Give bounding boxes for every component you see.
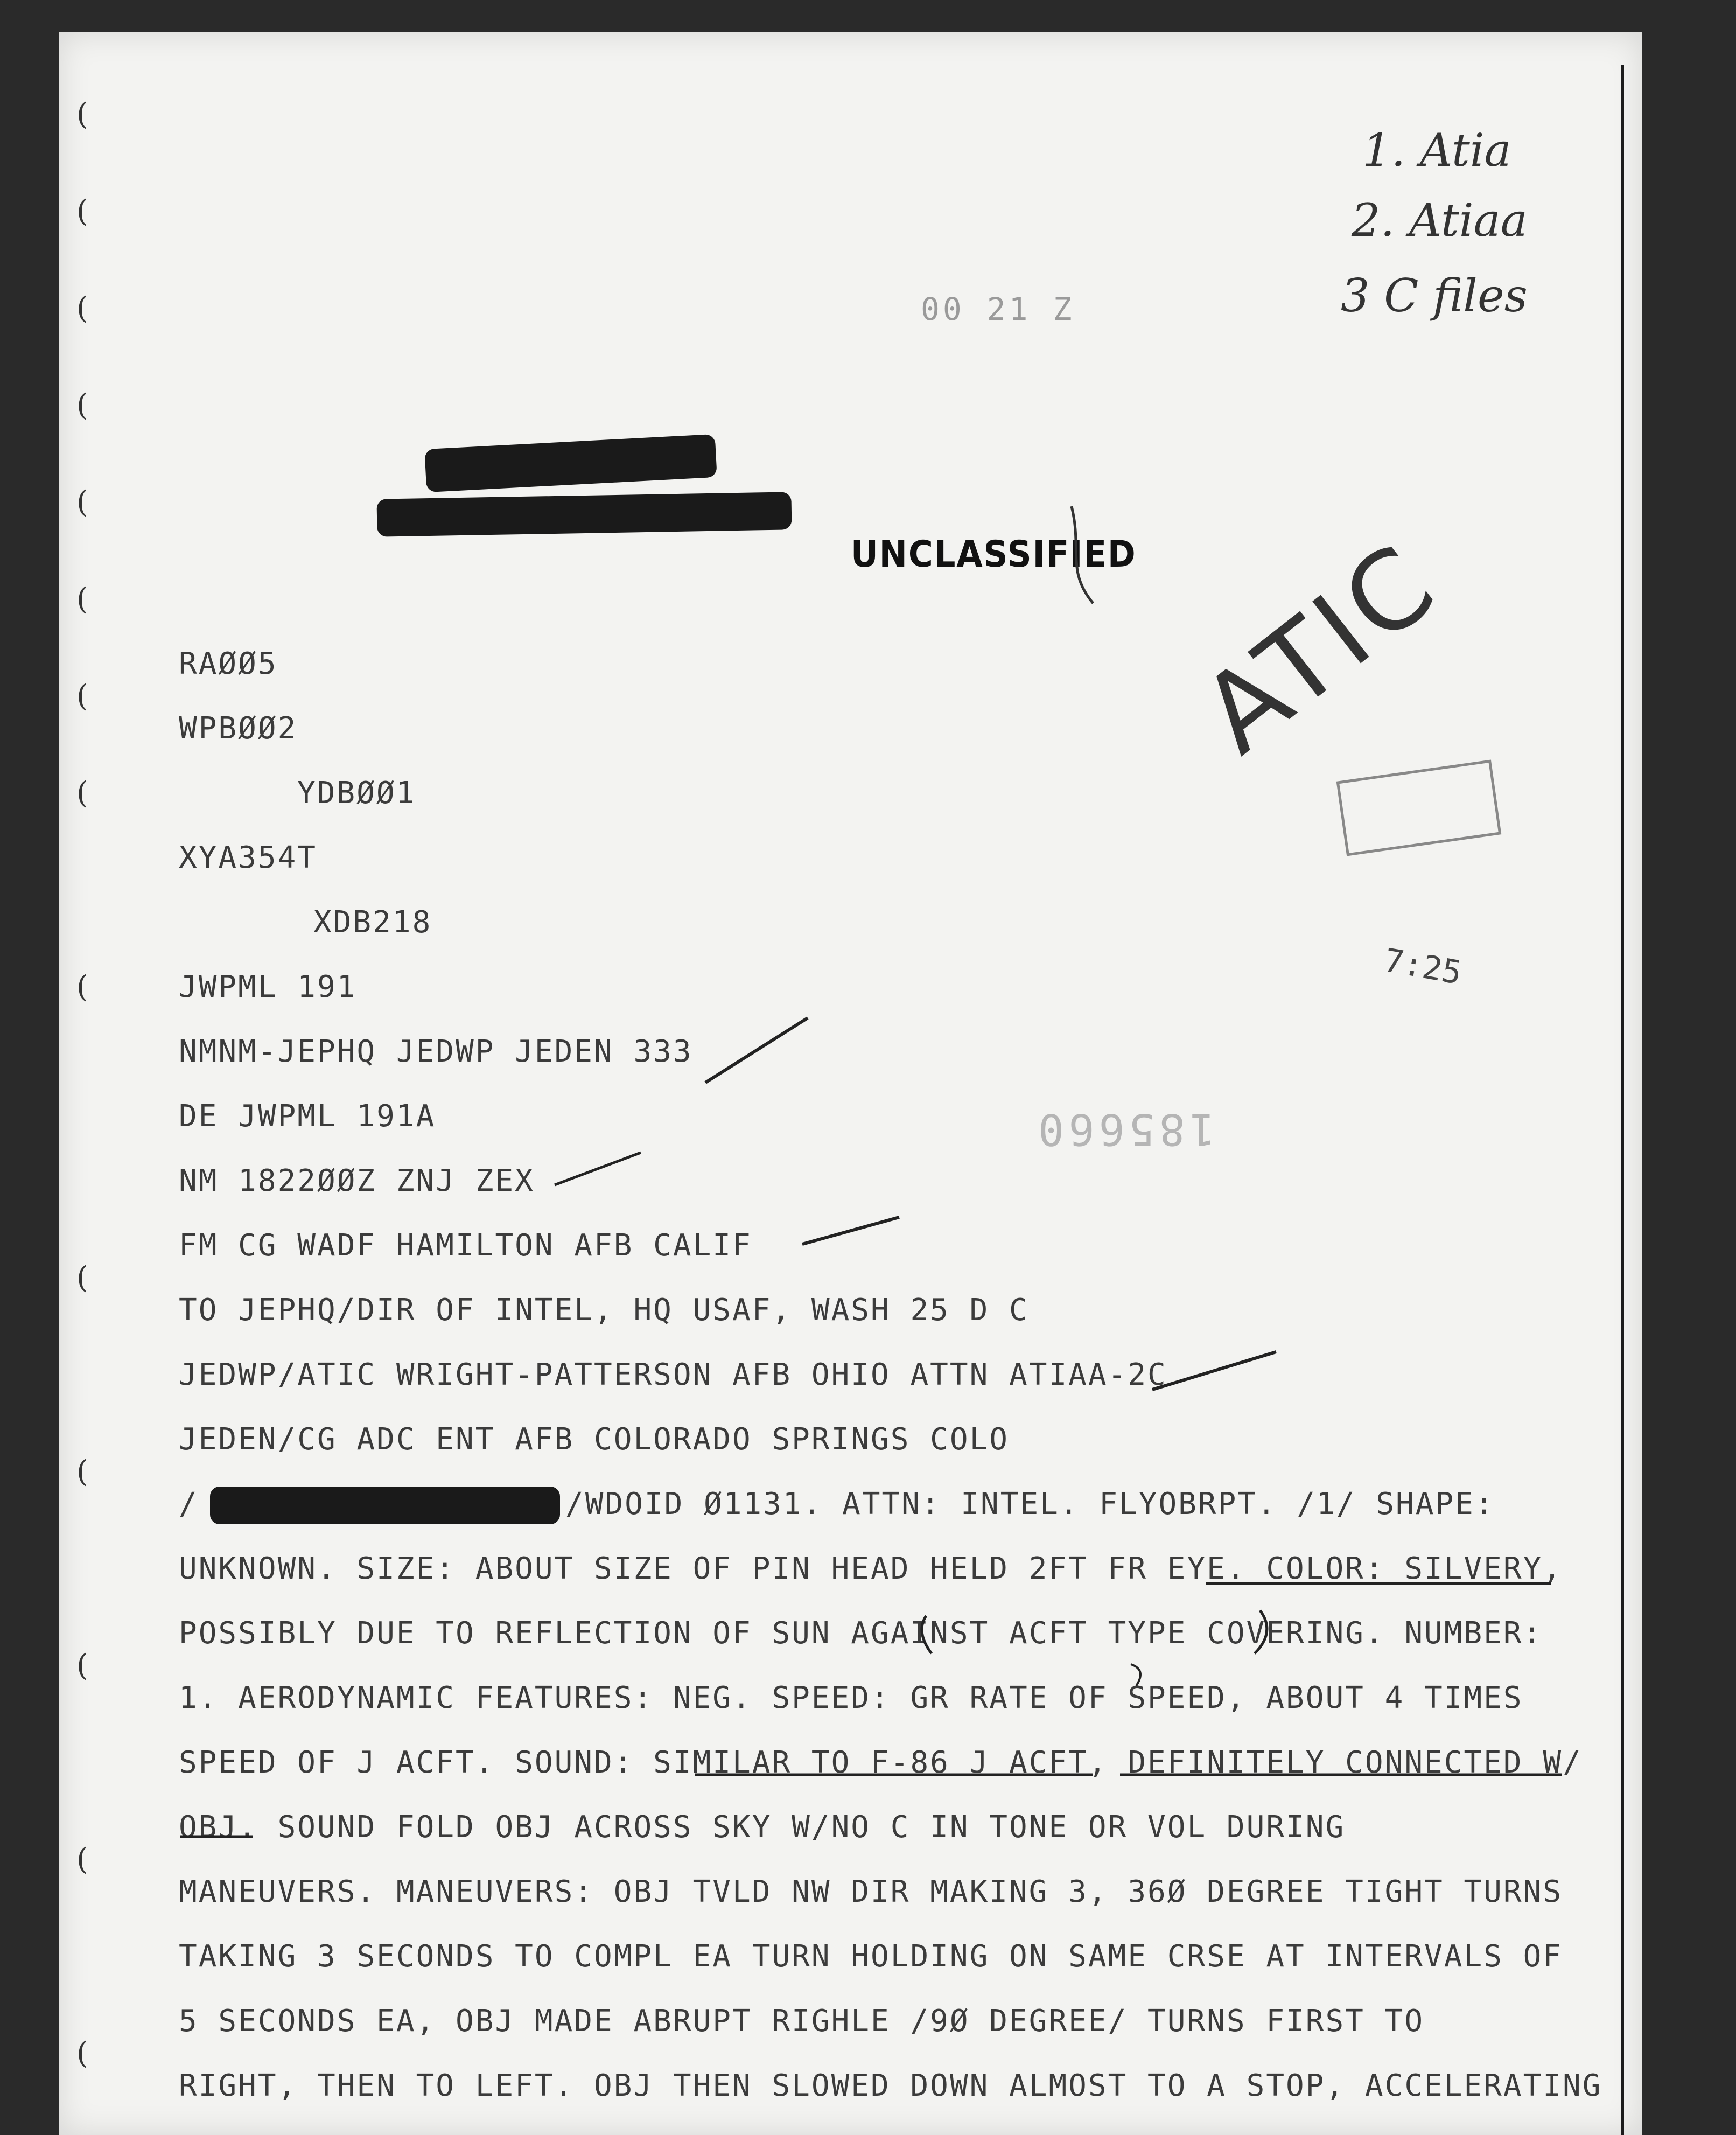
redaction-bar-bottom xyxy=(376,492,792,536)
body-line: / xyxy=(179,1487,199,1522)
routing-line: WPBØØ2 xyxy=(179,711,298,746)
scan-border xyxy=(1621,65,1624,2135)
body-line: UNKNOWN. SIZE: ABOUT SIZE OF PIN HEAD HELD 2FT FR EYE. COLOR: SILVERY, xyxy=(179,1551,1563,1586)
from-line: FM CG WADF HAMILTON AFB CALIF xyxy=(179,1228,752,1263)
to-line: TO JEPHQ/DIR OF INTEL, HQ USAF, WASH 25 D C xyxy=(179,1293,1029,1328)
body-line: POSSIBLY DUE TO REFLECTION OF SUN AGAINST ACFT TYPE COVERING. NUMBER: xyxy=(179,1616,1543,1651)
address-line: JEDEN/CG ADC ENT AFB COLORADO SPRINGS COLO xyxy=(179,1422,1010,1457)
body-line: 1. AERODYNAMIC FEATURES: NEG. SPEED: GR RATE OF SPEED, ABOUT 4 TIMES xyxy=(179,1680,1523,1715)
routing-line: NMNM-JEPHQ JEDWP JEDEN 333 xyxy=(179,1034,693,1069)
body-line: RIGHT, THEN TO LEFT. OBJ THEN SLOWED DOWN ALMOST TO A STOP, ACCELERATING xyxy=(179,2068,1602,2103)
classification-stamp: UNCLASSIFIED xyxy=(851,533,1137,576)
address-line: JEDWP/ATIC WRIGHT-PATTERSON AFB OHIO ATTN ATIAA-2C xyxy=(179,1357,1167,1392)
atic-time-stamp: 7:25 xyxy=(1381,941,1465,993)
body-line: MANEUVERS. MANEUVERS: OBJ TVLD NW DIR MAKING 3, 36Ø DEGREE TIGHT TURNS xyxy=(179,1874,1563,1909)
received-date-stamp: 00 21 Z xyxy=(921,291,1075,327)
body-line: SPEED OF J ACFT. SOUND: SIMILAR TO F-86 J ACFT, DEFINITELY CONNECTED W/ xyxy=(179,1745,1583,1780)
serial-number-stamp: 185660 xyxy=(1034,1104,1215,1154)
body-line: 5 SECONDS EA, OBJ MADE ABRUPT RIGHLE /9Ø DEGREE/ TURNS FIRST TO xyxy=(179,2004,1425,2039)
handwritten-routing-3: 3 C files xyxy=(1341,269,1528,322)
routing-line: NM 1822ØØZ ZNJ ZEX xyxy=(179,1163,535,1198)
routing-line: JWPML 191 xyxy=(179,969,357,1004)
redaction-bar-body xyxy=(210,1487,560,1524)
atic-stamp: ATIC xyxy=(1179,519,1461,778)
body-line: TAKING 3 SECONDS TO COMPL EA TURN HOLDING ON SAME CRSE AT INTERVALS OF xyxy=(179,1939,1563,1974)
received-box-stamp xyxy=(1336,760,1502,856)
handwritten-routing-1: 1. Atia xyxy=(1362,124,1511,177)
handwritten-routing-2: 2. Atiaa xyxy=(1352,194,1528,247)
routing-line: RAØØ5 xyxy=(179,646,278,681)
body-line: /WDOID Ø1131. ATTN: INTEL. FLYOBRPT. /1/ SHAPE: xyxy=(565,1487,1495,1522)
routing-line: YDBØØ1 xyxy=(297,776,416,811)
routing-line: XDB218 xyxy=(313,905,432,940)
redaction-bar-top xyxy=(424,434,717,492)
routing-line: DE JWPML 191A xyxy=(179,1099,436,1134)
body-line: OBJ. SOUND FOLD OBJ ACROSS SKY W/NO C IN TONE OR VOL DURING xyxy=(179,1810,1346,1845)
routing-line: XYA354T xyxy=(179,840,318,875)
document-page: ( ( ( ( ( ( ( ( ( ( ( ( ( ( 1. Atia 2. Atiaa 3 C files 00 21 Z UNCLASSIFIED ATIC 7:25 185660 RAØØ5 WPBØØ2 YDBØØ1 XYA354T XDB218 JWPML 191 NMNM-JEPHQ JEDWP JEDEN 333 DE JWPML 191A NM 1822ØØZ ZNJ ZEX FM CG WADF HAMILTON AFB CALIF TO JEPHQ/DIR OF INTEL, HQ USAF, WASH 25 D C JEDWP/ATIC WRIGHT-PATTERSON AFB OHIO ATTN ATIAA-2C JEDEN/CG ADC ENT AFB COLORADO SPRINGS COLO / /WDOID Ø1131. ATTN: INTEL. FLYOBRPT. /1/ SHAPE: UNKNOWN. SIZE: ABOUT SIZE OF PIN HEAD HELD 2FT FR EYE. COLOR: SILVERY, POSSIBLY DUE TO REFLECTION OF SUN AGAINST ACFT TYPE COVERING. NUMBER: 1. AERODYNAMIC FEATURES: NEG. SPEED: GR RATE OF SPEED, ABOUT 4 TIMES SPEED OF J ACFT. SOUND: SIMILAR TO F-86 J ACFT, DEFINITELY CONNECTED W/ OBJ. SOUND FOLD OBJ ACROSS SKY W/NO C IN TONE OR VOL DURING MANEUVERS. MANEUVERS: OBJ TVLD NW DIR MAKING 3, 36Ø DEGREE TIGHT TURNS TAKING 3 SECONDS TO COMPL EA TURN HOLDING ON SAME CRSE AT INTERVALS OF 5 SECONDS EA, OBJ MADE ABRUPT RIGHLE /9Ø DEGREE/ TURNS FIRST TO RIGHT, THEN TO LEFT. OBJ THEN SLOWED DOWN ALMOST TO A STOP, ACCELERATING xyxy=(59,32,1642,2135)
